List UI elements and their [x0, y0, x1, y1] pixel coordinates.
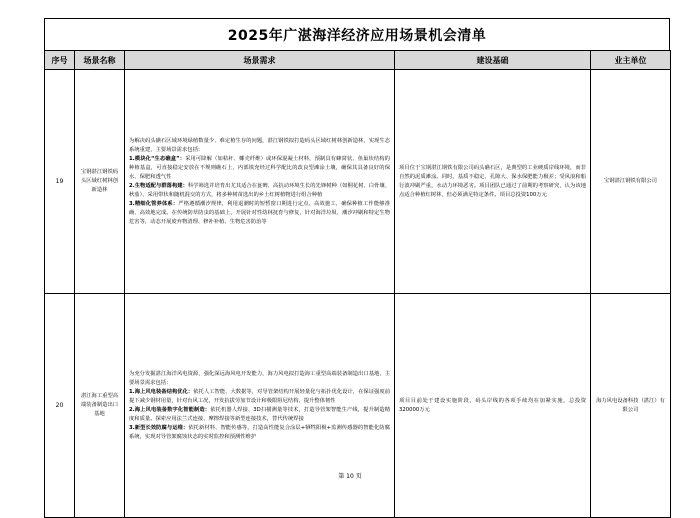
page-footer: 第 10 页 [338, 473, 362, 480]
need-item-head: 3.新型长效防腐与运维： [129, 424, 189, 431]
need-item [129, 155, 390, 182]
need-item-body: 依托新材料、智能传感等，打造高性能复合涂层+牺牲阳极+监测传感器的智能化防腐系统，实现对导管架腐蚀状态的实时监控和预测性维护 [129, 424, 390, 440]
row-owner: 宝钢湛江钢铁有限公司 [591, 70, 671, 294]
row-num: 19 [45, 70, 75, 294]
need-item-head: 2.海上风电装备数字化智能制造： [129, 406, 211, 413]
need-item [129, 406, 390, 424]
row-need [125, 70, 395, 294]
need-item [129, 200, 390, 227]
need-item [129, 388, 390, 406]
need-item-body: 依托人工智能、大数据等，对导管架结构开展轻量化与拓扑优化设计，在保证强度前提下减少钢材用量，针对台风工况，开发抗拔劳加节设计和极限阻尼结构，提升整体韧性 [129, 388, 390, 404]
row-num: 20 [45, 294, 75, 518]
need-intro: 为解决码头礁石区域环境绿植数量少、难定植生存的问题，湛江钢铁拟打造码头区域红树林创新造林，实现生态系统重建，主要场景需求包括： [129, 137, 390, 153]
row-scenario-name: 湛江海工重型高端装备制造出口基地 [75, 294, 125, 518]
row-base: 项目位于宝钢湛江钢铁有限公司码头礁石区，是典型的工业硬质岸线环境，而非自然的泥质滩涂。同时，基质不稳定、孔隙大、保水保肥能力极差；受风浪和船行波冲刷严重，水动力环境恶劣。项目团队已通过了前期的考察研究，认为该地点适合种植红树林，但必须满足特定条件。项目总投资100万元 [395, 70, 591, 294]
need-item-head: 3.精细化管养体系： [129, 200, 179, 207]
header-need: 场景需求 [125, 51, 395, 70]
need-item-body: 科学筛选并培育出尤其适合在瓮碑、高抗动环境生长的先锋树种（如桐花树、白骨壤、秋茄），采用带状和随机混交的方式，将多种树苗选出的乡土红树植物进行组合种植 [129, 182, 390, 198]
need-item-body: 严格遵循潮汐规律，利用退潮时的短暂窗口期进行定点、高效施工，确保种植工作能够准确、高效地完成。在传统防草防虫的基础上，开展针对性幼林抚育与修复，针对海洋垃圾、潮汐冲刷和特定生物危害等，动态开展废弃物清理、修补补植、生物危害防治等 [129, 200, 390, 225]
table-row [45, 294, 671, 518]
need-item-head: 1.海上风电装备结构优化： [129, 388, 194, 395]
row-need [125, 294, 395, 518]
table-row [45, 70, 671, 294]
table-header-row [45, 51, 671, 70]
need-item [129, 424, 390, 442]
title-box [44, 18, 670, 50]
page-title: 2025年广湛海洋经济应用场景机会清单 [227, 27, 487, 44]
row-base: 项目目前处于建设实施阶段，码头岸线的各项手续均在加紧实施，总投资320000万元 [395, 294, 591, 518]
scenario-table [44, 50, 671, 518]
header-base: 建设基础 [395, 51, 591, 70]
row-owner: 海力风电设备科技（湛江）有限公司 [591, 294, 671, 518]
row-scenario-name: 宝钢湛江钢铁码头区域红树林创新造林 [75, 70, 125, 294]
need-intro: 为充分发掘湛江海洋风电资源，强化深远海风电开发能力，海力风电拟打造海工重型高端装备制造出口基地，主要场景需求包括： [129, 370, 390, 386]
need-item-head: 1.模块化“生态礁盒”： [129, 155, 186, 162]
need-item-body: 采用可降解（如秸秆、椰壳纤维）或环保混凝土材料，预制具有蜂窝状、鱼巢状结构的种植基盒，可直接稳定安放在不规则礁石上，内部填充经过科学配比的改良型滩涂土壤，确保其具备良好的保水、保肥和透气性 [129, 155, 390, 180]
need-item-head: 2.生物适配与群落构建： [129, 182, 188, 189]
header-num: 序号 [45, 51, 75, 70]
need-item [129, 182, 390, 200]
header-owner: 业主单位 [591, 51, 671, 70]
header-name: 场景名称 [75, 51, 125, 70]
need-item-body: 依托机器人焊接、3D扫描测量等技术，打造导管架智能生产线，提升制造精度和质量。探索应用法兰式连接、摩擦焊接等新型连接技术，替代传统焊接 [129, 406, 391, 422]
